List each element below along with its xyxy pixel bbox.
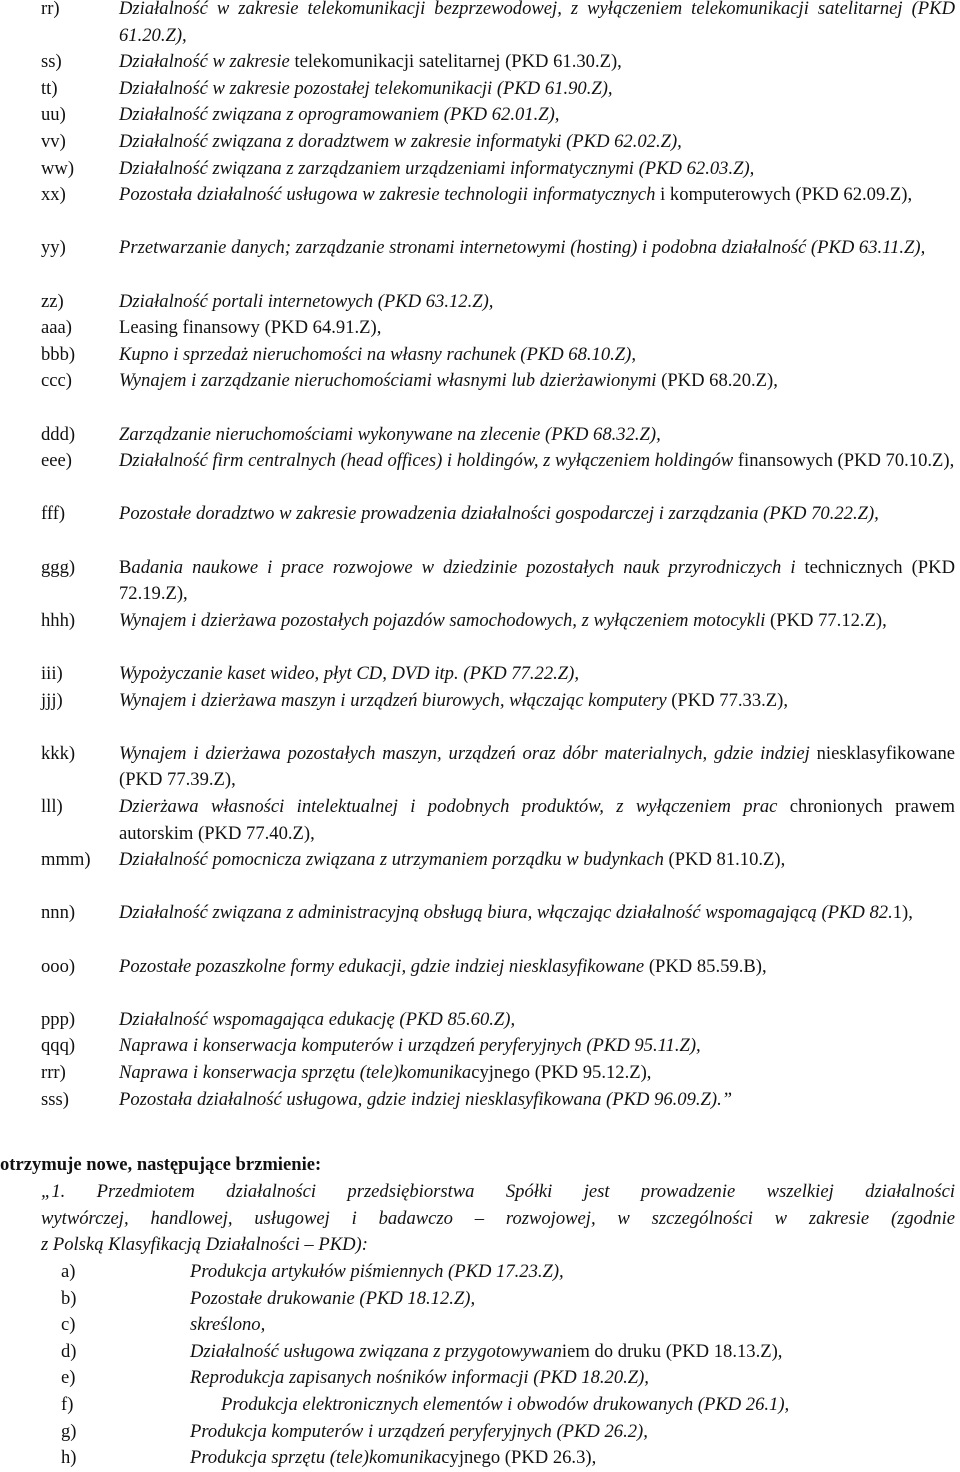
paragraph-line: wytwórczej, handlowej, usługowej i badawczo – rozwojowej, w szczególności w zakresie (zgodnie — [41, 1207, 955, 1229]
sub-list-item — [0, 1365, 960, 1392]
list-item-text — [119, 0, 955, 49]
text-segment: Pozostałe doradztwo w zakresie prowadzenia działalności gospodarczej i zarządzania (PKD 70.22.Z), — [119, 503, 879, 525]
sub-list-item — [0, 1259, 960, 1286]
list-item — [0, 555, 960, 608]
list-item — [0, 156, 960, 183]
list-item-text — [119, 182, 955, 209]
list-item-text — [119, 847, 955, 874]
sub-list-item-marker: g) — [61, 1420, 77, 1442]
list-item-text — [119, 49, 955, 76]
list-item-text — [119, 1007, 955, 1034]
list-item-marker: lll) — [41, 796, 63, 817]
text-segment: Produkcja sprzętu (tele)komunika — [190, 1447, 442, 1469]
paragraph-line: z Polską Klasyfikacją Działalności – PKD): — [41, 1234, 368, 1256]
sub-list-item — [0, 1445, 960, 1472]
list-item-text — [119, 76, 955, 103]
text-segment: Działalność związana z doradztwem w zakresie informatyki (PKD 62.02.Z), — [119, 131, 682, 152]
list-item-marker: aaa) — [41, 317, 72, 339]
text-segment: Produkcja komputerów i urządzeń peryferyjnych (PKD 26.2), — [190, 1420, 648, 1442]
list-item-marker: rr) — [41, 0, 60, 19]
list-item-text — [119, 156, 955, 183]
list-item-marker: uu) — [41, 104, 66, 126]
list-item-marker: ddd) — [41, 423, 76, 445]
list-item — [0, 794, 960, 847]
text-segment: chronionych prawem autorskim (PKD 77.40.Z), — [119, 796, 955, 844]
text-segment: Działalność w zakresie telekomunikacji bezprzewodowej, z wyłączeniem telekomunikacji satelitarnej (PKD 61.20.Z), — [119, 0, 955, 46]
sub-list-item-text — [190, 1312, 955, 1339]
text-segment: Pozostała działalność usługowa w zakresie technologii informatycznych — [119, 184, 661, 206]
list-item — [0, 76, 960, 103]
text-segment: cyjnego (PKD 26.3), — [441, 1447, 597, 1469]
sub-list-item-marker: b) — [61, 1287, 77, 1309]
sub-list-item-text — [190, 1286, 955, 1313]
text-segment: Leasing finansowy (PKD 64.91.Z), — [119, 317, 382, 339]
text-segment: (PKD 77.33.Z), — [671, 689, 788, 711]
text-segment: cyjnego (PKD 95.12.Z), — [471, 1062, 652, 1083]
list-item-marker: ppp) — [41, 1008, 76, 1030]
text-segment: technicznych (PKD 72.19.Z), — [119, 556, 955, 605]
sub-list-item — [0, 1312, 960, 1339]
sub-list-item-text — [190, 1419, 955, 1446]
sub-list-item — [0, 1339, 960, 1366]
text-segment: Pozostała działalność usługowa, gdzie indziej niesklasyfikowana (PKD 96.09.Z).” — [119, 1088, 733, 1110]
list-item-marker: qqq) — [41, 1035, 76, 1057]
list-item — [0, 422, 960, 449]
list-item-text — [119, 661, 955, 688]
text-segment: Pozostałe drukowanie (PKD 18.12.Z), — [190, 1287, 476, 1309]
text-segment: skreślono, — [190, 1314, 266, 1336]
list-item-text — [119, 555, 955, 608]
list-item — [0, 102, 960, 129]
list-item-text — [119, 501, 955, 528]
sub-list-item-marker: h) — [61, 1447, 77, 1469]
text-segment: iem do druku (PKD 18.13.Z), — [561, 1340, 783, 1362]
sub-list-item — [0, 1419, 960, 1446]
text-segment: Pozostałe pozaszkolne formy edukacji, gdzie indziej niesklasyfikowane — [119, 955, 649, 977]
list-item — [0, 954, 960, 1007]
text-segment: Działalność w zakresie — [119, 51, 295, 73]
sub-list-item-text — [190, 1339, 955, 1366]
text-segment: Produkcja elektronicznych elementów i obwodów drukowanych (PKD 26.1), — [221, 1394, 790, 1415]
list-item — [0, 608, 960, 661]
list-item — [0, 900, 960, 953]
text-segment: Produkcja artykułów piśmiennych (PKD 17.23.Z), — [190, 1261, 564, 1282]
list-item-marker: yy) — [41, 237, 66, 259]
list-item — [0, 1007, 960, 1034]
list-item-marker: fff) — [41, 503, 66, 525]
list-item-marker: bbb) — [41, 343, 76, 365]
sub-list-item-marker: f) — [61, 1394, 74, 1415]
list-item-text — [119, 1060, 955, 1087]
list-item-marker: vv) — [41, 131, 66, 152]
list-item-text — [119, 368, 955, 395]
text-segment: Wynajem i dzierżawa maszyn i urządzeń biurowych, włączając komputery — [119, 689, 672, 711]
list-item — [0, 368, 960, 421]
list-item-text — [119, 900, 955, 927]
text-segment: Kupno i sprzedaż nieruchomości na własny rachunek (PKD 68.10.Z), — [119, 343, 636, 365]
list-item — [0, 129, 960, 156]
paragraph-line: „1. Przedmiotem działalności przedsiębiorstwa Spółki jest prowadzenie wszelkiej działalności — [41, 1181, 955, 1202]
list-item-text — [119, 688, 955, 715]
list-item-marker: ooo) — [41, 955, 76, 977]
sub-list-item-text — [190, 1445, 955, 1472]
list-item-text — [119, 448, 955, 475]
text-segment: Działalność usługowa związana z przygotowywan — [190, 1340, 562, 1362]
list-item — [0, 289, 960, 316]
list-item — [0, 1033, 960, 1060]
text-segment: adania naukowe i prace rozwojowe w dziedzinie pozostałych nauk przyrodniczych i — [131, 556, 805, 578]
text-segment: Wypożyczanie kaset wideo, płyt CD, DVD itp. (PKD 77.22.Z), — [119, 663, 579, 684]
list-item — [0, 342, 960, 369]
list-item — [0, 0, 960, 49]
list-item — [0, 315, 960, 342]
list-item-marker: kkk) — [41, 742, 76, 764]
text-segment: i komputerowych (PKD 62.09.Z), — [660, 184, 913, 206]
list-item — [0, 847, 960, 900]
text-segment: Działalność pomocnicza związana z utrzymaniem porządku w budynkach — [119, 849, 669, 871]
text-segment: Działalność firm centralnych (head offices) i holdingów, z wyłączeniem holdingów — [119, 450, 738, 472]
text-segment: (PKD 81.10.Z), — [668, 849, 786, 871]
list-item-marker: jjj) — [41, 689, 63, 711]
list-item-text — [119, 102, 955, 129]
text-segment: Działalność związana z administracyjną obsługą biura, włączając działalność wspomagającą (PKD 82. — [119, 902, 893, 924]
list-item-text — [119, 794, 955, 847]
list-item-text — [119, 342, 955, 369]
list-item — [0, 49, 960, 76]
list-item — [0, 501, 960, 554]
sub-list-item-text — [190, 1259, 955, 1286]
text-segment: Dzierżawa własności intelektualnej i podobnych produktów, z wyłączeniem prac — [119, 796, 790, 817]
list-item-text — [119, 1033, 955, 1060]
list-item-marker: iii) — [41, 663, 63, 684]
text-segment: B — [119, 556, 132, 578]
text-segment: Działalność związana z oprogramowaniem (PKD 62.01.Z), — [119, 104, 560, 126]
list-item-text — [119, 289, 955, 316]
sub-list-item-marker: a) — [61, 1261, 76, 1282]
list-item-marker: ss) — [41, 51, 62, 73]
text-segment: Zarządzanie nieruchomościami wykonywane na zlecenie (PKD 68.32.Z), — [119, 423, 661, 445]
text-segment: (PKD 68.20.Z), — [661, 370, 778, 392]
sub-list-item-marker: d) — [61, 1340, 77, 1362]
sub-list-item-text — [221, 1392, 955, 1419]
text-segment: finansowych (PKD 70.10.Z), — [737, 450, 955, 472]
text-segment: Działalność w zakresie pozostałej telekomunikacji (PKD 61.90.Z), — [119, 77, 613, 99]
list-item — [0, 688, 960, 741]
list-item — [0, 235, 960, 288]
list-item — [0, 1087, 960, 1114]
list-item-text — [119, 1087, 955, 1114]
list-item-text — [119, 129, 955, 156]
list-item-marker: sss) — [41, 1088, 69, 1110]
text-segment: Działalność związana z zarządzaniem urządzeniami informatycznymi (PKD 62.03.Z), — [119, 157, 755, 179]
list-item — [0, 661, 960, 688]
text-segment: Naprawa i konserwacja komputerów i urządzeń peryferyjnych (PKD 95.11.Z), — [119, 1035, 701, 1057]
list-item — [0, 1060, 960, 1087]
list-item-marker: mmm) — [41, 849, 91, 871]
sub-list-item-text — [190, 1365, 955, 1392]
list-item-marker: zz) — [41, 290, 64, 312]
list-item-marker: ggg) — [41, 556, 76, 578]
list-item — [0, 182, 960, 235]
text-segment: Działalność wspomagająca edukację (PKD 85.60.Z), — [119, 1008, 516, 1030]
list-item-text — [119, 741, 955, 794]
text-segment: Reprodukcja zapisanych nośników informacji (PKD 18.20.Z), — [190, 1367, 649, 1389]
list-item-marker: nnn) — [41, 902, 76, 924]
list-item-text — [119, 954, 955, 981]
amendment-heading: otrzymuje nowe, następujące brzmienie: — [0, 1154, 322, 1175]
intro-paragraph — [41, 1179, 955, 1259]
list-item-marker: eee) — [41, 450, 72, 472]
sub-list-item-marker: e) — [61, 1367, 76, 1389]
list-item-marker: tt) — [41, 77, 58, 99]
sub-list-item — [0, 1286, 960, 1313]
list-item-text — [119, 608, 955, 635]
list-item-text — [119, 422, 955, 449]
list-item — [0, 741, 960, 794]
sub-list-item — [0, 1392, 960, 1419]
text-segment: Naprawa i konserwacja sprzętu (tele)komunika — [119, 1062, 472, 1083]
text-segment: Wynajem i zarządzanie nieruchomościami własnymi lub dzierżawionymi — [119, 370, 662, 392]
text-segment: Wynajem i dzierżawa pozostałych pojazdów samochodowych, z wyłączeniem motocykli — [119, 609, 771, 631]
text-segment: (PKD 77.12.Z), — [770, 609, 887, 631]
list-item-marker: ww) — [41, 157, 75, 179]
list-item-text — [119, 235, 955, 262]
text-segment: telekomunikacji satelitarnej (PKD 61.30.Z), — [294, 51, 622, 73]
text-segment: (PKD 85.59.B), — [648, 955, 767, 977]
list-item-text — [119, 315, 955, 342]
list-item-marker: hhh) — [41, 609, 76, 631]
list-item-marker: rrr) — [41, 1062, 66, 1083]
text-segment: niesklasyfikowane (PKD 77.39.Z), — [119, 742, 955, 791]
text-segment: 1), — [892, 902, 913, 924]
text-segment: Działalność portali internetowych (PKD 63.12.Z), — [119, 290, 494, 312]
list-item-marker: xx) — [41, 184, 66, 206]
list-item — [0, 448, 960, 501]
text-segment: Wynajem i dzierżawa pozostałych maszyn, urządzeń oraz dóbr materialnych, gdzie indziej — [119, 742, 817, 764]
text-segment: Przetwarzanie danych; zarządzanie stronami internetowymi (hosting) i podobna działalność (PKD 63.11.Z), — [119, 237, 926, 259]
list-item-marker: ccc) — [41, 370, 72, 392]
sub-list-item-marker: c) — [61, 1314, 76, 1336]
